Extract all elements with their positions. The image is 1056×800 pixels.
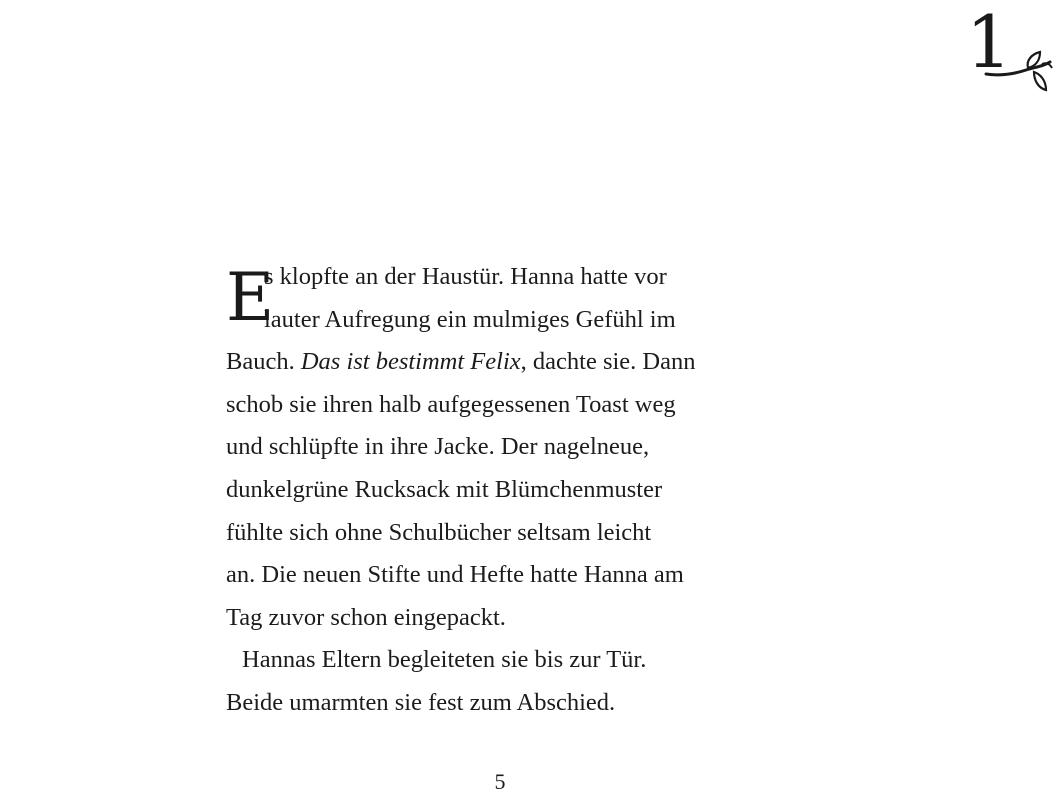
text-line: Beide umarmten sie fest zum Abschied. [226, 688, 616, 716]
text-line: an. Die neuen Stifte und Hefte hatte Hanna am [226, 561, 684, 589]
text-line: schob sie ihren halb aufgegessenen Toast weg [226, 390, 676, 418]
text-segment: , dachte sie. Dann [520, 348, 696, 376]
text-line-content: s klopfte an der Haustür. Hanna hatte vor [264, 263, 667, 290]
italic-thought: Das ist bestimmt Felix [300, 348, 521, 376]
text-line: und schlüpfte in ihre Jacke. Der nagelneue, [226, 433, 650, 461]
chapter-number: 1 [966, 0, 1012, 84]
drop-cap: E [226, 259, 275, 336]
body-text [226, 256, 786, 725]
chapter-heading [478, 0, 1012, 98]
text-line: Tag zuvor schon eingepackt. [226, 603, 506, 631]
text-segment: Bauch. [226, 348, 301, 376]
text-line: Hannas Eltern begleiteten sie bis zur Tür. [242, 646, 647, 674]
text-line [226, 341, 786, 384]
paragraph-2 [226, 639, 786, 724]
text-line: dunkelgrüne Rucksack mit Blümchenmuster [226, 475, 663, 503]
text-line: fühlte sich ohne Schulbücher seltsam leicht [226, 518, 652, 546]
page-number: 5 [494, 769, 506, 794]
text-line: lauter Aufregung ein mulmiges Gefühl im [264, 305, 676, 333]
paragraph-1 [226, 256, 786, 639]
vine-ornament-icon [956, 0, 1056, 100]
